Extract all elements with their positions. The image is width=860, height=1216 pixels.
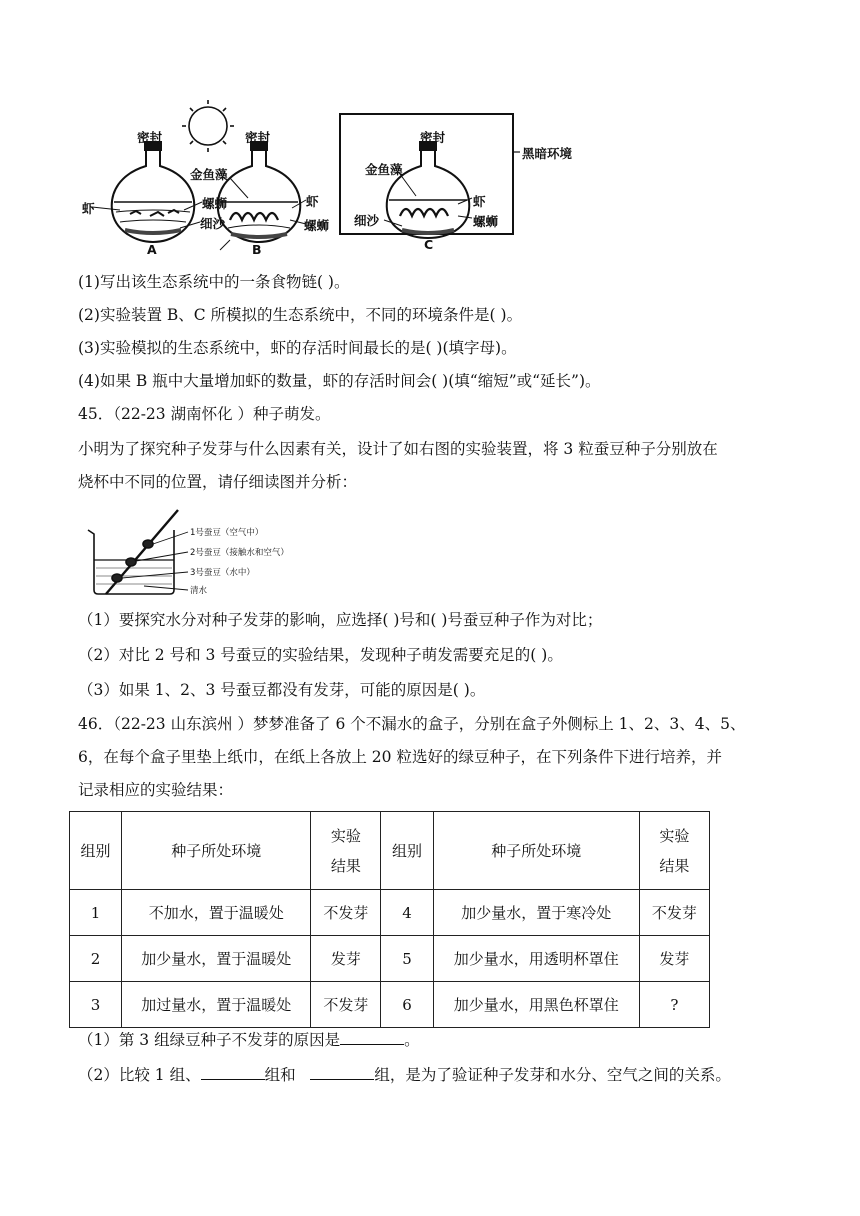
cell: 加少量水，用透明杯罩住 bbox=[433, 936, 639, 982]
table-row bbox=[70, 890, 710, 936]
label-sand-a: 细沙 bbox=[200, 216, 226, 231]
header-result-2 bbox=[639, 812, 709, 890]
q46-intro-line3: 记录相应的实验结果： bbox=[78, 781, 234, 799]
label-snail-b: 螺蛳 bbox=[304, 218, 330, 233]
label-sand-c: 细沙 bbox=[354, 213, 380, 228]
header-group: 组别 bbox=[70, 812, 122, 890]
answer-blank[interactable] bbox=[340, 1030, 404, 1045]
q45-intro-line2: 烧杯中不同的位置，请仔细读图并分析： bbox=[78, 473, 358, 491]
q44-part1: (1)写出该生态系统中的一条食物链( )。 bbox=[78, 273, 350, 291]
header-result-line1: 实验 bbox=[330, 826, 361, 845]
q45-title: 45．（22-23 湖南怀化 ）种子萌发。 bbox=[78, 405, 331, 423]
cell: 不发芽 bbox=[639, 890, 709, 936]
header-env-2: 种子所处环境 bbox=[433, 812, 639, 890]
cell: 3 bbox=[70, 982, 122, 1028]
label-b: B bbox=[252, 242, 262, 257]
table-row bbox=[70, 936, 710, 982]
label-sealed-b: 密封 bbox=[245, 130, 271, 145]
table-header-row bbox=[70, 812, 710, 890]
label-goldfish-weed-c: 金鱼藻 bbox=[365, 162, 403, 177]
cell: 加少量水，置于寒冷处 bbox=[433, 890, 639, 936]
cell: 1 bbox=[70, 890, 122, 936]
header-group-2: 组别 bbox=[381, 812, 433, 890]
label-bean-1: 1号蚕豆（空气中） bbox=[190, 528, 264, 538]
q46-part1-text: （1）第 3 组绿豆种子不发芽的原因是 bbox=[78, 1031, 341, 1049]
label-shrimp-a: 虾 bbox=[82, 201, 95, 216]
cell: 加少量水，用黑色杯罩住 bbox=[433, 982, 639, 1028]
header-result-line2: 结果 bbox=[330, 856, 361, 875]
label-bean-2: 2号蚕豆（接触水和空气） bbox=[190, 548, 289, 558]
q44-part3: (3)实验模拟的生态系统中，虾的存活时间最长的是( )(填字母)。 bbox=[78, 339, 517, 357]
header-result bbox=[311, 812, 381, 890]
q46-intro-line1: 46．（22-23 山东滨州 ）梦梦准备了 6 个不漏水的盒子，分别在盒子外侧标上 1、2、3、4、5、 bbox=[78, 715, 746, 733]
cell: 不发芽 bbox=[311, 982, 381, 1028]
experiment-table bbox=[69, 811, 710, 1028]
cell: 加过量水，置于温暖处 bbox=[122, 982, 311, 1028]
q46-part1 bbox=[78, 1030, 420, 1050]
cell: 发芽 bbox=[639, 936, 709, 982]
q44-part4: (4)如果 B 瓶中大量增加虾的数量，虾的存活时间会( )(填“缩短”或“延长”)。 bbox=[78, 372, 601, 390]
cell: 不加水，置于温暖处 bbox=[122, 890, 311, 936]
q45-part1: （1）要探究水分对种子发芽的影响，应选择( )号和( )号蚕豆种子作为对比； bbox=[78, 611, 603, 629]
label-water: 清水 bbox=[190, 586, 208, 596]
ecosystem-figure bbox=[80, 100, 640, 260]
header-result-2-line1: 实验 bbox=[659, 826, 690, 845]
q45-intro-line1: 小明为了探究种子发芽与什么因素有关，设计了如右图的实验装置，将 3 粒蚕豆种子分别放在 bbox=[78, 440, 718, 458]
ecosystem-figure-drawing bbox=[80, 100, 640, 260]
label-shrimp-c: 虾 bbox=[473, 194, 486, 209]
cell: 2 bbox=[70, 936, 122, 982]
beaker-figure bbox=[84, 508, 324, 600]
cell: 加少量水，置于温暖处 bbox=[122, 936, 311, 982]
q46-part2-text-c: 组，是为了验证种子发芽和水分、空气之间的关系。 bbox=[374, 1066, 731, 1084]
cell: 4 bbox=[381, 890, 433, 936]
answer-blank[interactable] bbox=[201, 1065, 265, 1080]
label-sealed-c: 密封 bbox=[420, 130, 446, 145]
label-dark-env: 黑暗环境 bbox=[522, 146, 573, 161]
label-bean-3: 3号蚕豆（水中） bbox=[190, 568, 255, 578]
header-env: 种子所处环境 bbox=[122, 812, 311, 890]
label-snail-a: 螺蛳 bbox=[202, 196, 228, 211]
cell: 5 bbox=[381, 936, 433, 982]
answer-blank[interactable] bbox=[310, 1065, 374, 1080]
cell: 6 bbox=[381, 982, 433, 1028]
q46-intro-line2: 6，在每个盒子里垫上纸巾，在纸上各放上 20 粒选好的绿豆种子，在下列条件下进行培养，并 bbox=[78, 748, 722, 766]
sun-icon bbox=[182, 100, 234, 152]
label-snail-c: 螺蛳 bbox=[473, 214, 499, 229]
label-c: C bbox=[424, 237, 434, 252]
label-shrimp-b: 虾 bbox=[306, 194, 319, 209]
flask-c bbox=[384, 142, 472, 238]
cell: 不发芽 bbox=[311, 890, 381, 936]
flask-b bbox=[218, 142, 306, 250]
label-a: A bbox=[147, 242, 157, 257]
label-goldfish-weed-b: 金鱼藻 bbox=[190, 167, 228, 182]
flask-a bbox=[92, 142, 202, 242]
cell: ? bbox=[639, 982, 709, 1028]
q45-part2: （2）对比 2 号和 3 号蚕豆的实验结果，发现种子萌发需要充足的( )。 bbox=[78, 646, 563, 664]
cell: 发芽 bbox=[311, 936, 381, 982]
q46-part2-text-a: （2）比较 1 组、 bbox=[78, 1066, 201, 1084]
q46-part1-end: 。 bbox=[404, 1031, 420, 1049]
table-row bbox=[70, 982, 710, 1028]
q44-part2: (2)实验装置 B、C 所模拟的生态系统中，不同的环境条件是( )。 bbox=[78, 306, 523, 324]
q46-part2 bbox=[78, 1065, 731, 1085]
q46-part2-text-b: 组和 bbox=[264, 1066, 296, 1084]
q45-part3: （3）如果 1、2、3 号蚕豆都没有发芽，可能的原因是( )。 bbox=[78, 681, 486, 699]
label-sealed-a: 密封 bbox=[137, 130, 163, 145]
header-result-2-line2: 结果 bbox=[659, 856, 690, 875]
